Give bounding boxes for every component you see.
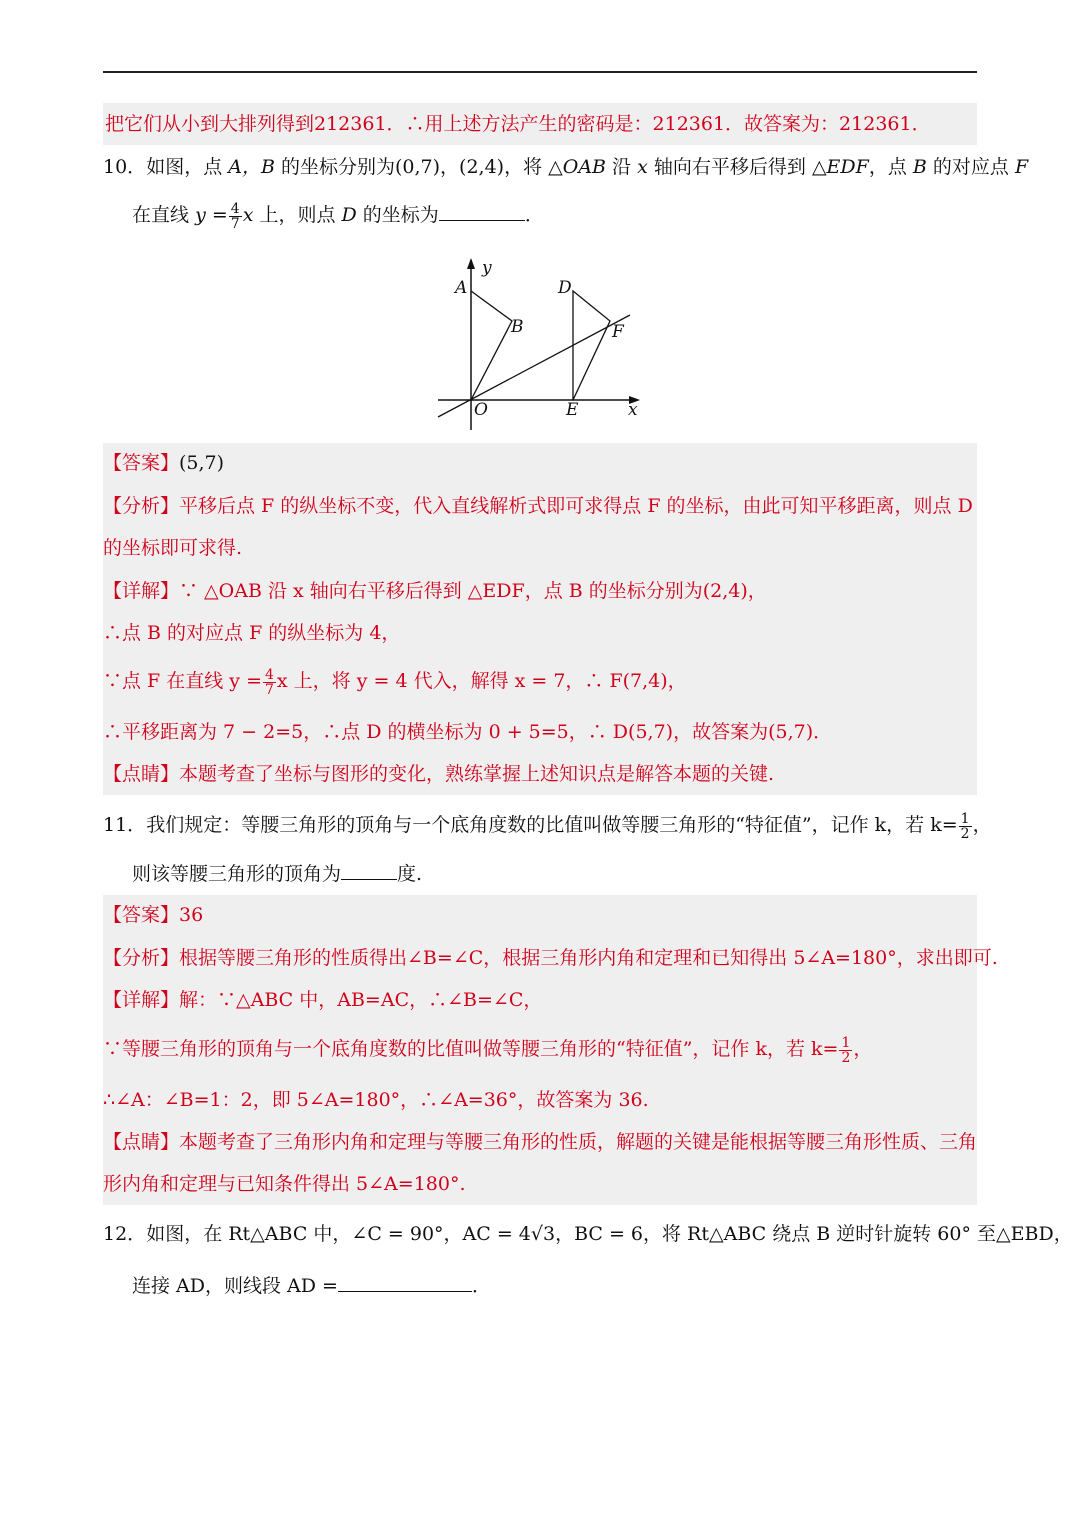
q11-answer xyxy=(103,903,203,927)
label-f: F xyxy=(612,322,624,342)
q10-text: 的坐标分别为(0,7)，(2,4)，将 xyxy=(280,156,543,178)
q10-line-1 xyxy=(103,155,1028,179)
fraction-numerator: 4 xyxy=(265,666,274,683)
detail-text: 解：∵△ABC 中，AB=AC，∴∠B=∠C， xyxy=(179,989,543,1011)
q10-detail-4: ∴平移距离为 7 − 2=5，∴点 D 的横坐标为 0 + 5=5，∴ D(5,7)，故答案为(5,7)． xyxy=(103,721,833,743)
label-d: D xyxy=(558,278,572,298)
answer-label: 【答案】 xyxy=(103,904,180,926)
detail-label: 【详解】 xyxy=(103,989,180,1011)
q11-detail-2 xyxy=(103,1031,872,1067)
top-answer-text: 把它们从小到大排列得到212361．∴用上述方法产生的密码是：212361．故答案为：212361． xyxy=(105,113,931,135)
q10-text: A，B xyxy=(228,156,275,178)
q11-answer-blank[interactable] xyxy=(341,861,397,880)
q10-text: x xyxy=(637,156,648,178)
fraction-numerator: 4 xyxy=(230,200,240,217)
fraction-numerator: 1 xyxy=(960,810,970,827)
q10-text: ，点 xyxy=(868,156,907,178)
q10-text: 沿 xyxy=(612,156,632,178)
q10-text: 如图，点 xyxy=(146,156,223,178)
fraction-denominator: 7 xyxy=(265,681,274,698)
q12-line-1 xyxy=(103,1222,1073,1246)
q10-line-2 xyxy=(132,198,544,232)
q11-line-2 xyxy=(132,861,422,886)
detail-text: ， xyxy=(853,1038,873,1060)
q10-math: x xyxy=(242,204,254,226)
q10-analysis-1 xyxy=(103,494,973,518)
detail-text: ∵点 F 在直线 y = xyxy=(103,670,262,692)
q11-text: ， xyxy=(972,814,992,836)
header-rule xyxy=(103,71,977,73)
q10-text: △OAB xyxy=(548,156,606,178)
analysis-label: 【分析】 xyxy=(103,947,180,969)
comment-label: 【点睛】 xyxy=(103,1131,180,1153)
label-b: B xyxy=(511,317,524,337)
q11-fraction xyxy=(959,812,972,841)
line-y-eq-4-7-x xyxy=(438,315,630,417)
q10-text: 的对应点 xyxy=(932,156,1009,178)
q10-answer-blank[interactable] xyxy=(439,202,525,221)
q10-math: y = xyxy=(195,204,228,226)
q11-number: 11． xyxy=(103,814,147,836)
label-x: x xyxy=(628,400,638,420)
q10-text: 轴向右平移后得到 xyxy=(653,156,806,178)
label-o: O xyxy=(474,400,488,420)
q10-detail-fraction xyxy=(263,668,276,697)
analysis-text: 平移后点 F 的纵坐标不变，代入直线解析式即可求得点 F 的坐标，由此可知平移距离，则点 D xyxy=(179,495,973,517)
q10-text: B xyxy=(912,156,927,178)
q11-text: 则该等腰三角形的顶角为 xyxy=(132,863,342,885)
q12-line-2 xyxy=(132,1273,491,1298)
q10-analysis-2: 的坐标即可求得. xyxy=(103,537,243,559)
q10-comment xyxy=(103,762,774,786)
fraction-denominator: 2 xyxy=(841,1049,851,1066)
q11-text: 度. xyxy=(397,863,423,885)
q10-text: 上，则点 xyxy=(259,204,336,226)
q12-text: 如图，在 Rt△ABC 中，∠C = 90°，AC = 4√3，BC = 6，将 Rt△ABC 绕点 B 逆时针旋转 60° 至△EBD， xyxy=(146,1223,1073,1245)
answer-value: (5,7) xyxy=(179,452,225,474)
detail-label: 【详解】 xyxy=(103,580,180,602)
q10-text: △EDF xyxy=(811,156,869,178)
q10-text: F xyxy=(1014,156,1029,178)
answer-value: 36 xyxy=(179,904,204,926)
q10-figure xyxy=(430,255,650,435)
q10-detail-2: ∴点 B 的对应点 F 的纵坐标为 4， xyxy=(103,622,401,644)
comment-label: 【点睛】 xyxy=(103,763,180,785)
q11-detail-fraction xyxy=(839,1036,852,1065)
q12-text: ． xyxy=(471,1275,491,1297)
triangle-edf xyxy=(573,291,610,400)
detail-text: ∵ △OAB 沿 x 轴向右平移后得到 △EDF，点 B 的坐标分别为(2,4)， xyxy=(179,580,767,602)
detail-text: x 上，将 y = 4 代入，解得 x = 7，∴ F(7,4)， xyxy=(276,670,687,692)
q11-analysis xyxy=(103,946,998,970)
answer-label: 【答案】 xyxy=(103,452,180,474)
comment-text: 本题考查了三角形内角和定理与等腰三角形的性质，解题的关键是能根据等腰三角形性质、三角 xyxy=(179,1131,978,1153)
q12-answer-blank[interactable] xyxy=(338,1273,472,1292)
q10-text: 在直线 xyxy=(132,204,190,226)
q11-comment-2: 形内角和定理与已知条件得出 5∠A=180°. xyxy=(103,1173,466,1195)
q10-text: ． xyxy=(524,204,544,226)
label-y: y xyxy=(482,258,492,278)
label-e: E xyxy=(566,400,579,420)
q10-number: 10． xyxy=(103,156,147,178)
q11-comment-1 xyxy=(103,1130,977,1154)
triangle-oab xyxy=(471,291,512,400)
q11-detail-1 xyxy=(103,988,542,1012)
q11-text: 我们规定：等腰三角形的顶角与一个底角度数的比值叫做等腰三角形的“特征值”，记作 k，若 k= xyxy=(146,814,958,836)
q12-number: 12． xyxy=(103,1223,147,1245)
analysis-text: 根据等腰三角形的性质得出∠B=∠C，根据三角形内角和定理和已知得出 5∠A=180°，求出即可. xyxy=(179,947,998,969)
fraction-denominator: 2 xyxy=(960,825,970,842)
analysis-label: 【分析】 xyxy=(103,495,180,517)
comment-text: 本题考查了坐标与图形的变化，熟练掌握上述知识点是解答本题的关键. xyxy=(179,763,775,785)
detail-text: ∵等腰三角形的顶角与一个底角度数的比值叫做等腰三角形的“特征值”，记作 k，若 k= xyxy=(103,1038,839,1060)
q10-detail-3 xyxy=(103,663,687,699)
q11-line-1 xyxy=(103,808,992,842)
label-a: A xyxy=(455,278,468,298)
q10-text: D xyxy=(341,204,357,226)
q10-answer xyxy=(103,451,224,475)
q10-text: 的坐标为 xyxy=(362,204,439,226)
q10-detail-1 xyxy=(103,579,767,603)
fraction-numerator: 1 xyxy=(841,1034,851,1051)
y-axis-arrow xyxy=(467,258,475,269)
fraction-denominator: 7 xyxy=(230,215,240,232)
q10-fraction xyxy=(229,202,242,231)
q11-detail-3: ∴∠A：∠B=1：2，即 5∠A=180°，∴∠A=36°，故答案为 36. xyxy=(103,1089,649,1111)
q12-text: 连接 AD，则线段 AD = xyxy=(132,1275,338,1297)
